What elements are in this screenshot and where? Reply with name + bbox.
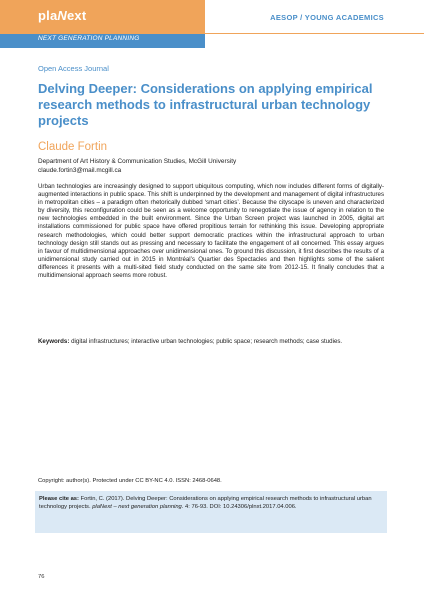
- logo-bar: [0, 0, 205, 34]
- article-title: Delving Deeper: Considerations on applying empirical research methods to infrastructural urban technology projects: [38, 81, 373, 128]
- citation-label: Please cite as:: [39, 496, 79, 502]
- citation-text: [39, 495, 383, 511]
- author-details: [38, 157, 236, 175]
- logo-n: N: [57, 8, 67, 23]
- keywords: [38, 338, 384, 346]
- open-access-label: Open Access Journal: [38, 64, 109, 73]
- author-affiliation: Department of Art History & Communication Studies, McGill University: [38, 158, 237, 165]
- logo-pla: pla: [38, 8, 58, 23]
- citation-journal: plaNext – next generation planning.: [92, 504, 184, 510]
- keywords-text: digital infrastructures; interactive urban technologies; public space; research methods; case studies.: [71, 338, 343, 345]
- page-number: 76: [38, 574, 45, 580]
- header-divider: [205, 33, 424, 34]
- keywords-label: Keywords:: [38, 338, 70, 345]
- citation-box: [35, 491, 387, 533]
- abstract-text: Urban technologies are increasingly designed to support ubiquitous computing, which now includes different forms of digitally-augmented interactions in public space. This shift is underpinned by the development and management of digital infrastructures in metropolitan cities – a paradigm often rhetorically dubbed ‘smart cities’. Because the cityscape is uneven and characterized by diversity, this reconfiguration could be seen as a welcome opportunity to renegotiate the issue of agency in relation to the new technologies embedded in the built environment. Since the Urban Screen project was launched in 2005, digital art installations commissioned for public space have offered propitious terrain for rethinking this issue. Developing appropriate research methodologies, which could better support democratic practices within the infrastructural approach to urban technology design still stands out as pressing and necessary to facilitate the engagement of all concerned. This essay argues in favour of multidimensional approaches over unidimensional ones. To ground this discussion, it first describes the results of a unidimensional study carried out in 2015 in Montréal’s Quartier des Spectacles and then highlights some of the salient differences it presents with a multi-sited field study conducted on the same site from 2012-15. It finally concludes that a multidimensional approach seems more robust.: [38, 183, 385, 280]
- logo-subtitle: NEXT GENERATION PLANNING: [38, 35, 140, 42]
- association-label: AESOP / YOUNG ACADEMICS: [270, 13, 384, 22]
- citation-doi: 4: 76-93. DOI: 10.24306/plnxt.2017.04.006.: [185, 504, 297, 510]
- citation-body: Fortin, C. (2017). Delving Deeper: Considerations on applying empirical research methods to infrastructural urban technology projects.: [39, 496, 372, 510]
- author-email[interactable]: claude.fortin3@mail.mcgill.ca: [38, 167, 122, 174]
- journal-logo: [38, 8, 86, 23]
- journal-header: [0, 0, 424, 52]
- logo-ext: ext: [66, 8, 87, 23]
- author-name: Claude Fortin: [38, 141, 108, 153]
- logo-subtitle-bar: [0, 34, 205, 48]
- copyright-notice: Copyright: author(s). Protected under CC BY-NC 4.0. ISSN: 2468-0648.: [38, 478, 222, 484]
